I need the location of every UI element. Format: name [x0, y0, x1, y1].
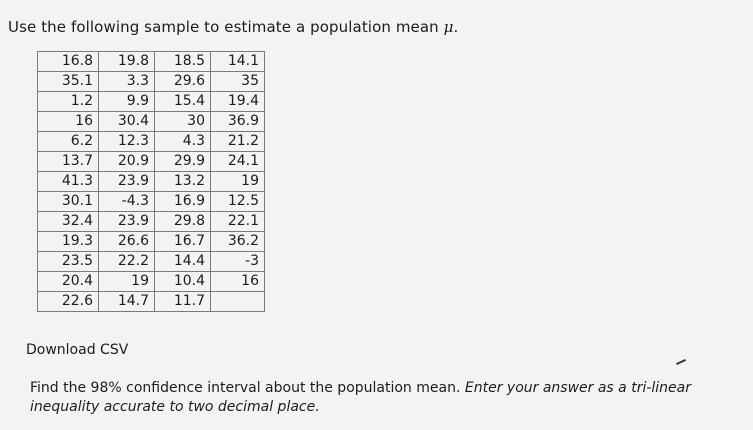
- instructions-emphasis: Enter your answer as a tri-linear inequality accurate to two decimal place.: [30, 380, 691, 415]
- sample-data-table: [37, 51, 265, 312]
- table-cell: 30.4: [99, 112, 155, 132]
- table-cell: 18.5: [155, 52, 211, 72]
- table-cell: 23.5: [38, 252, 99, 272]
- table-cell: -4.3: [99, 192, 155, 212]
- table-cell: 12.3: [99, 132, 155, 152]
- table-row: [38, 232, 265, 252]
- table-cell: 23.9: [99, 212, 155, 232]
- table-row: [38, 112, 265, 132]
- table-cell: 29.6: [155, 72, 211, 92]
- table-cell: 23.9: [99, 172, 155, 192]
- pen-mark: [676, 359, 686, 365]
- table-cell: 13.2: [155, 172, 211, 192]
- table-row: [38, 252, 265, 272]
- table-cell: 21.2: [211, 132, 265, 152]
- table-cell: 14.7: [99, 292, 155, 312]
- table-row: [38, 72, 265, 92]
- table-cell: 26.6: [99, 232, 155, 252]
- table-cell: 16.9: [155, 192, 211, 212]
- table-row: [38, 132, 265, 152]
- table-cell: 41.3: [38, 172, 99, 192]
- table-cell: 30: [155, 112, 211, 132]
- table-cell: 11.7: [155, 292, 211, 312]
- table-cell: [211, 292, 265, 312]
- table-cell: 16.7: [155, 232, 211, 252]
- table-cell: 22.2: [99, 252, 155, 272]
- table-cell: 4.3: [155, 132, 211, 152]
- table-cell: 32.4: [38, 212, 99, 232]
- table-cell: 30.1: [38, 192, 99, 212]
- table-cell: 29.8: [155, 212, 211, 232]
- table-cell: 19: [211, 172, 265, 192]
- table-cell: 36.9: [211, 112, 265, 132]
- sample-table-body: [38, 52, 265, 312]
- table-cell: 12.5: [211, 192, 265, 212]
- table-cell: -3: [211, 252, 265, 272]
- table-cell: 14.1: [211, 52, 265, 72]
- instructions-text: [30, 379, 750, 417]
- table-row: [38, 272, 265, 292]
- table-cell: 15.4: [155, 92, 211, 112]
- table-cell: 36.2: [211, 232, 265, 252]
- table-row: [38, 192, 265, 212]
- table-cell: 22.6: [38, 292, 99, 312]
- table-row: [38, 212, 265, 232]
- table-cell: 9.9: [99, 92, 155, 112]
- mu-symbol: μ: [443, 18, 454, 36]
- table-cell: 19.4: [211, 92, 265, 112]
- table-cell: 16: [211, 272, 265, 292]
- table-cell: 3.3: [99, 72, 155, 92]
- table-cell: 19: [99, 272, 155, 292]
- table-cell: 19.3: [38, 232, 99, 252]
- table-cell: 14.4: [155, 252, 211, 272]
- instructions-plain: Find the 98% confidence interval about the population mean.: [30, 380, 465, 396]
- table-row: [38, 292, 265, 312]
- table-cell: 20.9: [99, 152, 155, 172]
- table-cell: 19.8: [99, 52, 155, 72]
- question-suffix: .: [453, 18, 459, 36]
- question-text: [8, 18, 458, 36]
- table-cell: 20.4: [38, 272, 99, 292]
- table-cell: 35: [211, 72, 265, 92]
- table-cell: 10.4: [155, 272, 211, 292]
- table-cell: 35.1: [38, 72, 99, 92]
- question-prefix: Use the following sample to estimate a population mean: [8, 18, 444, 36]
- table-cell: 16: [38, 112, 99, 132]
- table-cell: 1.2: [38, 92, 99, 112]
- download-csv-link[interactable]: Download CSV: [26, 342, 129, 358]
- table-row: [38, 92, 265, 112]
- table-cell: 16.8: [38, 52, 99, 72]
- table-row: [38, 152, 265, 172]
- table-cell: 22.1: [211, 212, 265, 232]
- table-cell: 13.7: [38, 152, 99, 172]
- table-cell: 29.9: [155, 152, 211, 172]
- table-cell: 6.2: [38, 132, 99, 152]
- table-cell: 24.1: [211, 152, 265, 172]
- table-row: [38, 172, 265, 192]
- table-row: [38, 52, 265, 72]
